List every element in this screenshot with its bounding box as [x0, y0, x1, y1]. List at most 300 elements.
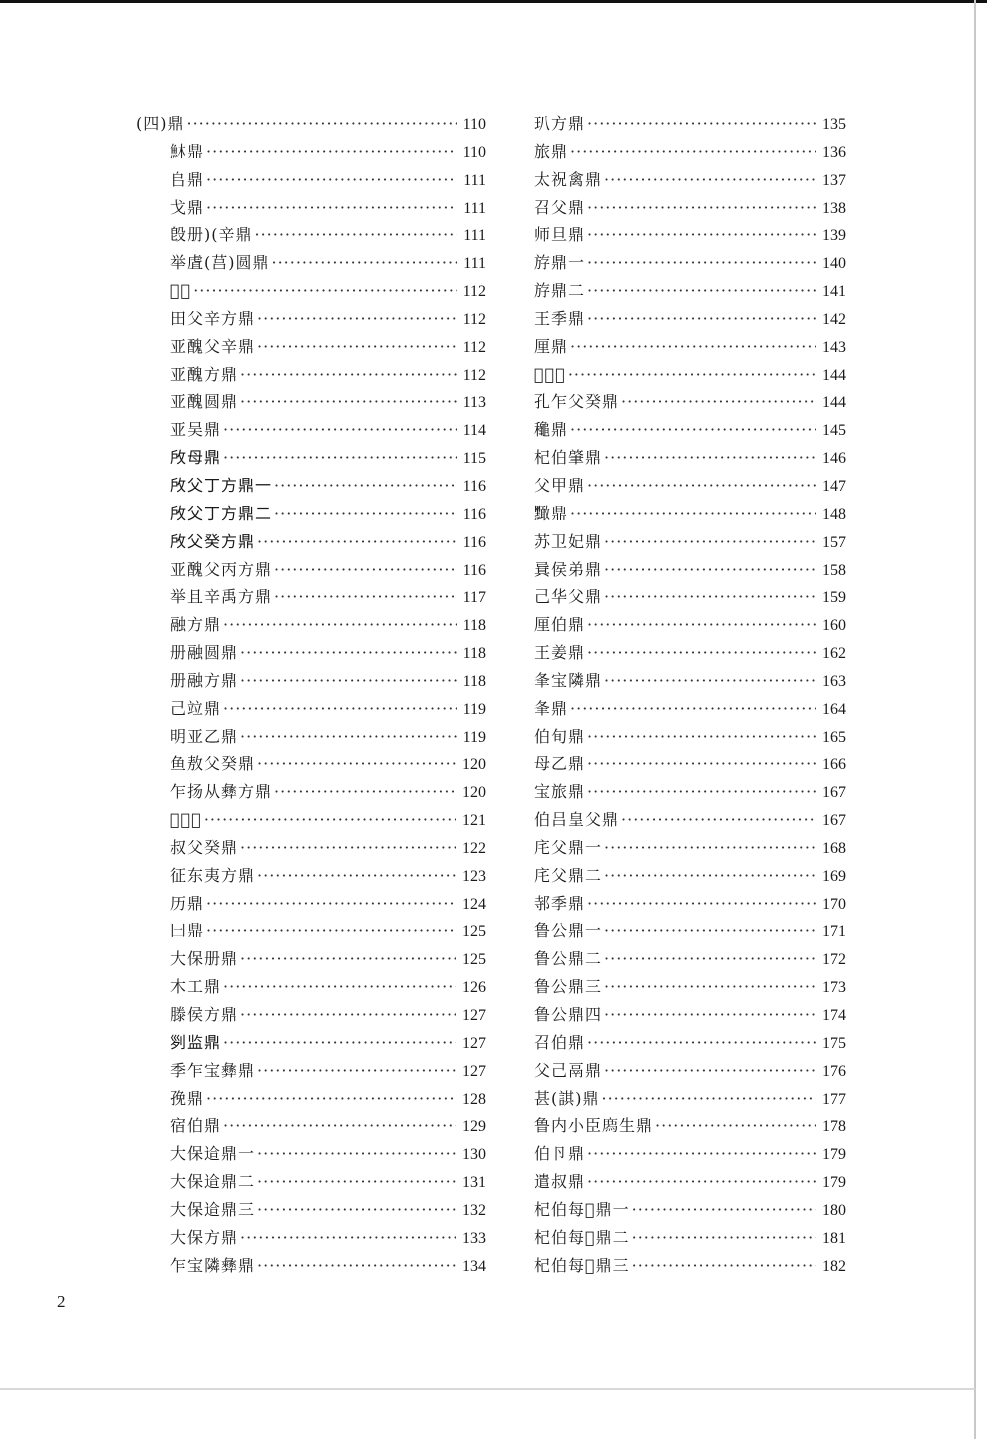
toc-entry-title: 册融方鼎 [170, 670, 239, 690]
toc-entry[interactable] [136, 834, 486, 862]
toc-entry[interactable] [534, 500, 846, 528]
toc-entry-title: 𠛱监鼎 [170, 1032, 222, 1052]
dot-leader [587, 249, 816, 277]
dot-leader [206, 1085, 456, 1113]
toc-entry[interactable] [534, 1224, 846, 1252]
toc-entry-title: 厘伯鼎 [534, 615, 586, 635]
toc-entry-page-number: 179 [822, 1174, 846, 1192]
toc-entry[interactable] [534, 305, 846, 333]
toc-entry[interactable] [534, 1001, 846, 1029]
toc-entry[interactable] [534, 834, 846, 862]
toc-entry[interactable] [136, 1168, 486, 1196]
toc-entry-page-number: 143 [822, 338, 846, 356]
toc-entry-page-number: 125 [462, 951, 486, 969]
toc-entry-title: 𩵦鼎 [170, 141, 205, 161]
toc-entry-page-number: 119 [462, 700, 486, 718]
toc-entry-title: 田父辛方鼎 [170, 308, 256, 328]
toc-entry-title: 鲁公鼎二 [534, 949, 603, 969]
toc-entry[interactable] [534, 695, 846, 723]
toc-entry-page-number: 120 [462, 756, 486, 774]
toc-entry[interactable] [136, 806, 486, 834]
toc-entry[interactable] [534, 138, 846, 166]
toc-entry-page-number: 122 [462, 839, 486, 857]
toc-entry[interactable] [534, 444, 846, 472]
toc-entry[interactable] [136, 166, 486, 194]
toc-entry[interactable] [136, 1001, 486, 1029]
toc-entry-page-number: 118 [462, 617, 486, 635]
dot-leader [604, 862, 816, 890]
toc-entry-page-number: 121 [462, 812, 486, 830]
toc-entry[interactable] [136, 472, 486, 500]
toc-entry[interactable] [534, 1085, 846, 1113]
toc-entry-title: 宿伯鼎 [170, 1116, 222, 1136]
toc-entry-title: 㝃鼎 [170, 1088, 205, 1108]
toc-entry[interactable] [534, 806, 846, 834]
toc-entry[interactable] [136, 1112, 486, 1140]
toc-entry[interactable] [136, 1196, 486, 1224]
dot-leader [587, 221, 816, 249]
toc-entry-title: 鲁公鼎一 [534, 921, 603, 941]
toc-entry[interactable] [136, 917, 486, 945]
toc-entry-page-number: 116 [462, 505, 486, 523]
toc-entry[interactable] [136, 667, 486, 695]
toc-entry[interactable] [136, 138, 486, 166]
toc-entry-page-number: 130 [462, 1146, 486, 1164]
toc-entry[interactable] [534, 639, 846, 667]
toc-entry-title: 厘鼎 [534, 336, 569, 356]
dot-leader [193, 277, 456, 305]
toc-entry-page-number: 128 [462, 1090, 486, 1108]
toc-entry-title: 母乙鼎 [534, 754, 586, 774]
toc-entry[interactable] [534, 611, 846, 639]
toc-entry-page-number: 176 [822, 1062, 846, 1080]
dot-leader [587, 194, 816, 222]
toc-entry[interactable] [136, 695, 486, 723]
toc-entry-title: 鲁内小臣𢊁生鼎 [534, 1116, 654, 1136]
toc-entry[interactable] [534, 973, 846, 1001]
dot-leader [587, 472, 816, 500]
toc-entry-title: 征东夷方鼎 [170, 865, 256, 885]
toc-entry-page-number: 118 [462, 672, 486, 690]
toc-entry[interactable] [136, 277, 486, 305]
toc-entry-page-number: 115 [462, 450, 486, 468]
toc-entry-page-number: 174 [822, 1007, 846, 1024]
toc-entry-page-number: 166 [822, 756, 846, 774]
toc-entry-page-number: 112 [462, 283, 486, 301]
toc-entry-page-number: 167 [822, 784, 846, 802]
toc-entry-title: 滕侯方鼎 [170, 1005, 239, 1024]
toc-entry-page-number: 162 [822, 645, 846, 663]
toc-entry[interactable] [534, 1112, 846, 1140]
toc-entry-page-number: 132 [462, 1201, 486, 1219]
toc-entry[interactable] [534, 917, 846, 945]
dot-leader [632, 1196, 816, 1224]
toc-entry-title: 叔父癸鼎 [170, 837, 239, 857]
toc-entry[interactable] [534, 945, 846, 973]
page-bottom-edge [0, 1388, 975, 1390]
dot-leader [632, 1224, 816, 1252]
toc-entry-page-number: 147 [822, 477, 846, 495]
dot-leader [257, 1140, 456, 1168]
toc-entry-page-number: 112 [462, 338, 486, 356]
toc-entry-title: 父己鬲鼎 [534, 1060, 603, 1080]
toc-entry-page-number: 111 [463, 255, 486, 273]
toc-entry[interactable] [136, 1252, 486, 1280]
toc-entry-page-number: 160 [822, 617, 846, 635]
toc-entry-page-number: 141 [822, 283, 846, 301]
toc-entry-page-number: 145 [822, 422, 846, 440]
toc-entry[interactable] [534, 1168, 846, 1196]
toc-entry[interactable] [534, 221, 846, 249]
dot-leader [257, 1168, 456, 1196]
toc-entry[interactable] [534, 862, 846, 890]
toc-entry-title: 融方鼎 [170, 615, 222, 635]
toc-entry-page-number: 144 [822, 394, 846, 412]
dot-leader [257, 528, 457, 556]
toc-entry[interactable] [136, 333, 486, 361]
toc-entry[interactable] [136, 890, 486, 918]
dot-leader [257, 862, 456, 890]
dot-leader [587, 611, 816, 639]
toc-entry[interactable] [136, 110, 486, 138]
toc-entry[interactable] [534, 723, 846, 751]
toc-entry-page-number: 171 [822, 923, 846, 941]
dot-leader [570, 500, 816, 528]
toc-entry-title: 旅鼎 [534, 141, 569, 161]
toc-entry-title: 鲁公鼎四 [534, 1005, 603, 1024]
toc-entry-title: 师旦鼎 [534, 225, 586, 245]
dot-leader [604, 1001, 816, 1029]
toc-entry[interactable] [136, 500, 486, 528]
toc-entry[interactable] [136, 1224, 486, 1252]
dot-leader [240, 1224, 456, 1252]
toc-entry-page-number: 142 [822, 310, 846, 328]
toc-entry-page-number: 167 [822, 812, 846, 830]
toc-entry[interactable] [136, 556, 486, 584]
toc-entry-title: 𪒠鼎 [534, 503, 569, 523]
toc-entry-title: 木工鼎 [170, 977, 222, 997]
toc-entry-page-number: 180 [822, 1201, 846, 1219]
toc-entry-title: 𠂤鼎 [170, 169, 205, 189]
dot-leader [274, 583, 457, 611]
dot-leader [587, 778, 816, 806]
toc-entry-page-number: 116 [462, 477, 486, 495]
page-right-edge [974, 0, 976, 1439]
toc-entry-title: 亚醜父辛鼎 [170, 336, 256, 356]
toc-entry-title: 斿鼎一 [534, 253, 586, 273]
toc-entry[interactable] [534, 249, 846, 277]
dot-leader [587, 890, 816, 918]
toc-entry[interactable] [534, 388, 846, 416]
toc-entry-page-number: 126 [462, 979, 486, 997]
toc-entry-title: 鲁公鼎三 [534, 977, 603, 997]
toc-entry[interactable] [136, 862, 486, 890]
dot-leader [604, 834, 816, 862]
dot-leader [655, 1112, 816, 1140]
dot-leader [187, 110, 457, 138]
dot-leader [604, 973, 816, 1001]
toc-entry-page-number: 116 [462, 533, 486, 551]
dot-leader [240, 834, 456, 862]
toc-entry-page-number: 118 [462, 645, 486, 663]
toc-entry-title: 杞伯每𠄐鼎三 [534, 1255, 630, 1275]
toc-entry-title: 𠙵鼎 [170, 921, 205, 941]
toc-entry-page-number: 170 [822, 895, 846, 913]
dot-leader [274, 500, 457, 528]
dot-leader [257, 1252, 456, 1280]
toc-entry-page-number: 116 [462, 561, 486, 579]
toc-entry-title: 王季鼎 [534, 308, 586, 328]
toc-entry-page-number: 157 [822, 533, 846, 551]
toc-entry-page-number: 110 [462, 116, 486, 133]
toc-entry[interactable] [136, 388, 486, 416]
toc-entry-title: 伯旬鼎 [534, 726, 586, 746]
toc-entry-title: 大保方鼎 [170, 1227, 239, 1247]
toc-entry-page-number: 111 [463, 171, 486, 189]
dot-leader [206, 166, 457, 194]
toc-entry-page-number: 124 [462, 895, 486, 913]
toc-entry[interactable] [136, 973, 486, 1001]
toc-entry-page-number: 119 [462, 728, 486, 746]
toc-entry-title: (四)鼎 [136, 114, 185, 133]
dot-leader [587, 723, 816, 751]
toc-entry-title: 举且辛禹方鼎 [170, 587, 273, 607]
toc-entry-title: 鱼敖父癸鼎 [170, 754, 256, 774]
toc-entry[interactable] [136, 249, 486, 277]
toc-entry-page-number: 148 [822, 505, 846, 523]
toc-entry-page-number: 127 [462, 1062, 486, 1080]
toc-entry-title: 𣪘册)(辛鼎 [170, 225, 253, 245]
toc-entry-title: 王姜鼎 [534, 643, 586, 663]
toc-entry-title: 宝旅鼎 [534, 782, 586, 802]
toc-entry-title: 伯卪鼎 [534, 1144, 586, 1164]
dot-leader [257, 750, 456, 778]
toc-entry-title: 𢼄父癸方鼎 [170, 531, 256, 551]
toc-entry[interactable] [534, 277, 846, 305]
toc-entry-page-number: 182 [822, 1257, 846, 1275]
toc-entry-page-number: 178 [822, 1118, 846, 1136]
toc-entry-page-number: 120 [462, 784, 486, 802]
toc-entry-page-number: 135 [822, 116, 846, 133]
toc-entry-title: 召伯鼎 [534, 1032, 586, 1052]
toc-entry-title: 㡯父鼎二 [534, 865, 603, 885]
toc-entry-title: 夆鼎 [534, 698, 569, 718]
dot-leader [206, 194, 457, 222]
toc-entry-title: 己华父鼎 [534, 587, 603, 607]
toc-entry[interactable] [136, 444, 486, 472]
dot-leader [274, 778, 456, 806]
dot-leader [587, 639, 816, 667]
dot-leader [604, 166, 816, 194]
toc-entry[interactable] [534, 750, 846, 778]
toc-entry-title: 𢓚鼎 [170, 281, 192, 301]
toc-entry[interactable] [534, 1057, 846, 1085]
toc-entry[interactable] [534, 166, 846, 194]
dot-leader [274, 556, 457, 584]
toc-entry-title: 𣥜方鼎 [170, 810, 202, 830]
dot-leader [568, 361, 816, 389]
toc-entry[interactable] [534, 472, 846, 500]
toc-entry-page-number: 136 [822, 143, 846, 161]
dot-leader [272, 249, 458, 277]
toc-entry-page-number: 134 [462, 1257, 486, 1275]
toc-entry[interactable] [534, 416, 846, 444]
dot-leader [587, 305, 816, 333]
dot-leader [604, 667, 816, 695]
toc-entry-page-number: 168 [822, 839, 846, 857]
toc-left-column [136, 110, 486, 1279]
dot-leader [587, 277, 816, 305]
toc-entry[interactable] [534, 1252, 846, 1280]
toc-entry-page-number: 138 [822, 199, 846, 217]
dot-leader [240, 723, 457, 751]
toc-entry[interactable] [136, 945, 486, 973]
toc-entry-title: 𢼄父丁方鼎一 [170, 475, 273, 495]
toc-entry-page-number: 163 [822, 672, 846, 690]
dot-leader [240, 639, 457, 667]
toc-entry[interactable] [136, 639, 486, 667]
toc-entry-page-number: 146 [822, 450, 846, 468]
toc-entry-page-number: 181 [822, 1229, 846, 1247]
toc-entry[interactable] [534, 528, 846, 556]
toc-entry-page-number: 113 [462, 394, 486, 412]
toc-entry-title: 伯吕皇父鼎 [534, 810, 620, 830]
dot-leader [257, 305, 457, 333]
toc-entry[interactable] [136, 528, 486, 556]
toc-entry[interactable] [534, 1029, 846, 1057]
dot-leader [570, 333, 816, 361]
toc-entry-page-number: 175 [822, 1034, 846, 1052]
toc-entry-page-number: 112 [462, 366, 486, 384]
toc-entry[interactable] [534, 890, 846, 918]
toc-entry[interactable] [534, 110, 846, 138]
toc-entry[interactable] [534, 667, 846, 695]
toc-entry[interactable] [534, 1140, 846, 1168]
toc-entry-title: 㡯父鼎一 [534, 837, 603, 857]
toc-entry-title: 亚醜父丙方鼎 [170, 559, 273, 579]
toc-entry[interactable] [136, 194, 486, 222]
toc-entry[interactable] [136, 1057, 486, 1085]
dot-leader [621, 806, 816, 834]
toc-entry-title: 𩱽白鼎 [534, 364, 566, 384]
toc-entry-title: 斿鼎二 [534, 281, 586, 301]
toc-entry-page-number: 177 [822, 1090, 846, 1108]
dot-leader [570, 416, 816, 444]
dot-leader [604, 556, 816, 584]
toc-entry-page-number: 127 [462, 1007, 486, 1024]
dot-leader [223, 973, 456, 1001]
toc-entry-title: 召父鼎 [534, 197, 586, 217]
toc-entry-page-number: 173 [822, 979, 846, 997]
dot-leader [587, 1168, 816, 1196]
toc-entry-title: 己竝鼎 [170, 698, 222, 718]
dot-leader [204, 806, 456, 834]
toc-entry-page-number: 133 [462, 1229, 486, 1247]
toc-entry[interactable] [534, 583, 846, 611]
toc-entry-page-number: 158 [822, 561, 846, 579]
toc-entry-title: 大保册鼎 [170, 949, 239, 969]
dot-leader [604, 1057, 816, 1085]
toc-entry-page-number: 129 [462, 1118, 486, 1136]
toc-entry-title: 𢼄母鼎 [170, 448, 222, 468]
dot-leader [257, 1057, 456, 1085]
dot-leader [223, 444, 457, 472]
toc-entry[interactable] [136, 1085, 486, 1113]
toc-entry-page-number: 169 [822, 867, 846, 885]
toc-entry-title: 大保䢔鼎一 [170, 1144, 256, 1164]
dot-leader [602, 1085, 817, 1113]
toc-entry-page-number: 137 [822, 171, 846, 189]
toc-entry[interactable] [534, 556, 846, 584]
toc-entry-title: 甚(諆)鼎 [534, 1088, 600, 1108]
toc-entry[interactable] [136, 416, 486, 444]
dot-leader [587, 1140, 816, 1168]
toc-entry-page-number: 114 [462, 422, 486, 440]
toc-entry-page-number: 165 [822, 728, 846, 746]
toc-entry-title: 大保䢔鼎三 [170, 1199, 256, 1219]
dot-leader [255, 221, 458, 249]
dot-leader [632, 1252, 816, 1280]
toc-entry[interactable] [534, 333, 846, 361]
toc-entry-page-number: 164 [822, 700, 846, 718]
page-top-border [0, 0, 987, 3]
dot-leader [587, 1029, 816, 1057]
toc-entry[interactable] [136, 583, 486, 611]
dot-leader [240, 945, 456, 973]
toc-entry[interactable] [136, 723, 486, 751]
toc-entry-title: 㠱侯弟鼎 [534, 559, 603, 579]
dot-leader [604, 945, 816, 973]
dot-leader [570, 695, 816, 723]
dot-leader [240, 1001, 456, 1029]
toc-entry[interactable] [136, 611, 486, 639]
toc-entry[interactable] [136, 361, 486, 389]
toc-entry-page-number: 159 [822, 589, 846, 607]
dot-leader [206, 138, 457, 166]
dot-leader [223, 695, 457, 723]
toc-entry-page-number: 111 [463, 199, 486, 217]
dot-leader [257, 1196, 456, 1224]
toc-entry[interactable] [534, 361, 846, 389]
toc-entry[interactable] [136, 221, 486, 249]
toc-entry[interactable] [136, 750, 486, 778]
toc-entry-title: 夆宝隣鼎 [534, 670, 603, 690]
dot-leader [621, 388, 816, 416]
toc-entry-page-number: 125 [462, 923, 486, 941]
dot-leader [587, 110, 816, 138]
toc-entry-title: 杞伯肇鼎 [534, 448, 603, 468]
toc-entry-page-number: 131 [462, 1174, 486, 1192]
toc-entry[interactable] [534, 1196, 846, 1224]
dot-leader [604, 917, 816, 945]
toc-entry[interactable] [136, 778, 486, 806]
toc-entry[interactable] [534, 778, 846, 806]
toc-entry-page-number: 140 [822, 255, 846, 273]
dot-leader [240, 388, 457, 416]
toc-entry[interactable] [136, 1140, 486, 1168]
toc-entry-title: 遣叔鼎 [534, 1172, 586, 1192]
toc-entry[interactable] [136, 305, 486, 333]
toc-entry-title: 册融圆鼎 [170, 643, 239, 663]
toc-entry[interactable] [534, 194, 846, 222]
toc-entry-title: 举虘(莒)圆鼎 [170, 253, 270, 273]
toc-entry[interactable] [136, 1029, 486, 1057]
toc-entry-title: 历鼎 [170, 893, 205, 913]
dot-leader [223, 1029, 456, 1057]
toc-entry-title: 杞伯每𠄐鼎一 [534, 1199, 630, 1219]
toc-entry-title: 𢼄父丁方鼎二 [170, 503, 273, 523]
toc-entry-title: 亚吴鼎 [170, 420, 222, 440]
